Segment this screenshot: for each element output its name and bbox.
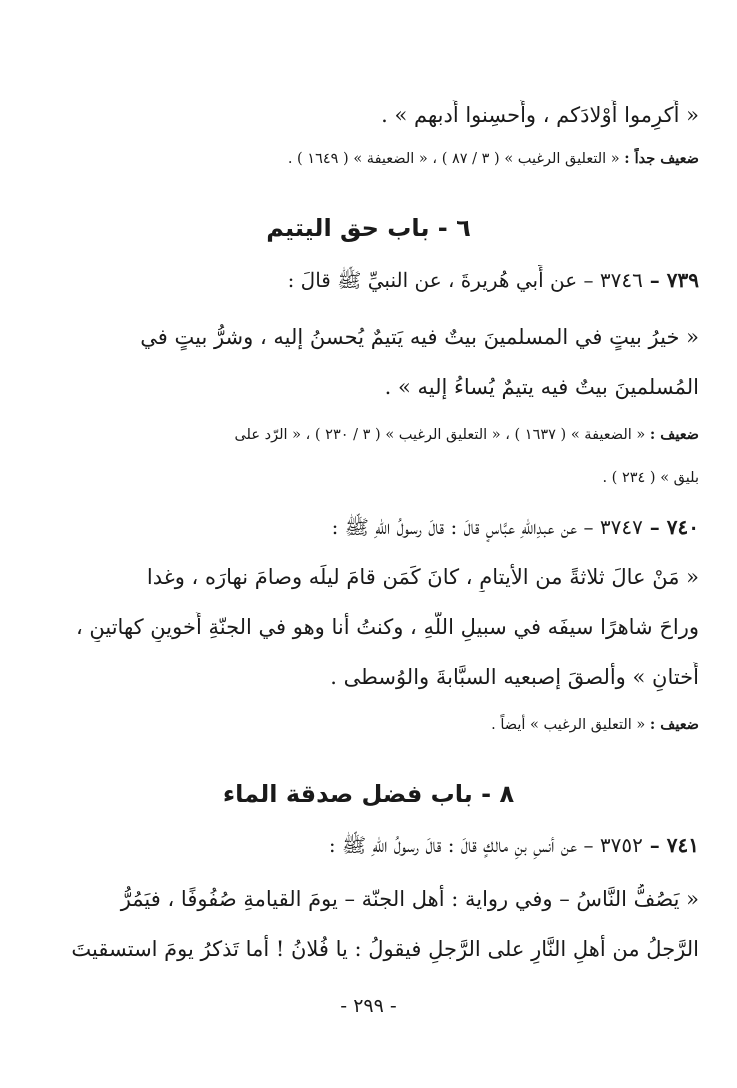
grading-label: ضعيف : <box>649 716 699 733</box>
hadith-header <box>38 265 699 295</box>
grading-note-continued: بليق » ( ٢٣٤ ) . <box>602 470 699 486</box>
grading-label: ضعيف : <box>649 426 699 443</box>
hadith-text-line: « يَصُفُّ النَّاسُ – وفي رواية : أهل الجنّة – يومَ القيامةِ صُفُوفًا ، فيَمُرُّ <box>120 887 699 911</box>
hadith-narration: ٣٧٤٦ – عن أَبي هُريرةَ ، عن النبيِّ ﷺ قالَ : <box>287 268 643 292</box>
grading-source: « التعليق الرغيب » أيضاً . <box>491 717 650 733</box>
hadith-number: ٧٤١ – <box>642 833 699 857</box>
hadith-text-line: « أَكرِموا أَوْلادَكم ، وأَحسِنوا أَدبهم » . <box>381 103 699 127</box>
chapter-heading: ٨ - باب فضل صدقة الماء <box>222 780 515 808</box>
grading-note <box>38 714 699 736</box>
hadith-text-line: « خيرُ بيتٍ في المسلمينَ بيتٌ فيه يَتيمٌ يُحسنُ إليه ، وشرُّ بيتٍ في <box>140 325 699 349</box>
hadith-narration: ٣٧٥٢ – عن أنسِ بنِ مالكٍ قالَ : قالَ رسولُ اللّهِ ﷺ : <box>328 833 643 857</box>
chapter-heading: ٦ - باب حق اليتيم <box>266 214 471 242</box>
hadith-text-line: أُختانِ » وألصقَ إصبعيه السبَّابةَ والوُسطى . <box>330 665 699 689</box>
grading-note <box>38 148 699 170</box>
hadith-text-line: « مَنْ عالَ ثلاثةً من الأيتامِ ، كانَ كَمَن قامَ ليلَه وصامَ نهارَه ، وغدا <box>146 565 699 589</box>
grading-source: « الضعيفة » ( ١٦٣٧ ) ، « التعليق الرغيب » ( ٣ / ٢٣٠ ) ، « الرّد على <box>234 427 650 443</box>
hadith-text-line: المُسلمينَ بيتٌ فيه يتيمٌ يُساءُ إليه » . <box>384 375 699 399</box>
hadith-header <box>38 830 699 860</box>
hadith-narration: ٣٧٤٧ – عن عبدِاللهِ عبَّاسٍ قالَ : قالَ رسولُ اللّهِ ﷺ : <box>331 515 643 539</box>
hadith-number: ٧٤٠ – <box>642 515 699 539</box>
hadith-number: ٧٣٩ – <box>642 268 699 292</box>
grading-label: ضعيف جداً : <box>624 150 699 167</box>
page-number: - ٢٩٩ - <box>340 995 397 1017</box>
grading-note <box>38 424 699 446</box>
hadith-text-line: الرَّجلُ من أهلِ النَّارِ على الرَّجلِ فيقولُ : يا فُلانُ ! أما تَذكرُ يومَ استسقيتَ <box>71 937 699 961</box>
hadith-text-line: وراحَ شاهرًا سيفَه في سبيلِ اللّهِ ، وكنتُ أنا وهو في الجنّةِ أَخوينِ كهاتينِ ، <box>75 615 699 639</box>
hadith-header <box>38 512 699 542</box>
grading-source: « التعليق الرغيب » ( ٣ / ٨٧ ) ، « الضعيفة » ( ١٦٤٩ ) . <box>287 151 625 167</box>
